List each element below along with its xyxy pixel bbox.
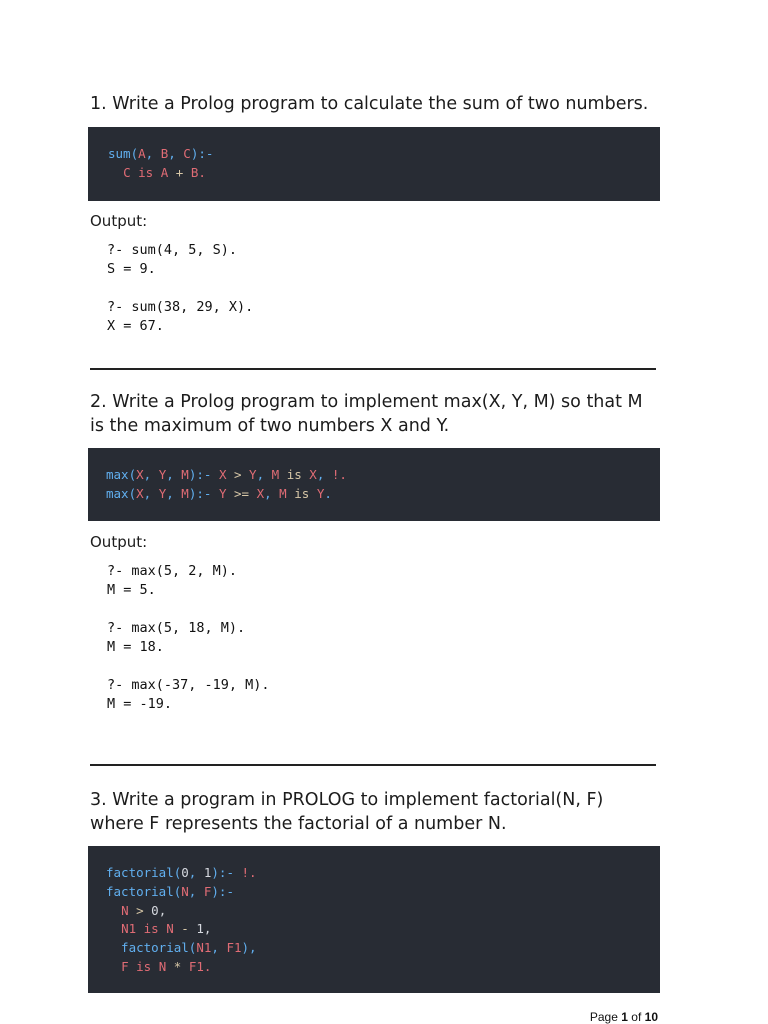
code-token: , (188, 883, 204, 899)
code-token: A (160, 164, 169, 180)
code-token: M (271, 467, 280, 482)
code-token: , (145, 146, 161, 161)
code-token: F (203, 883, 212, 899)
question-2-output (107, 562, 270, 714)
output-line: M = 5. (107, 582, 156, 598)
page-word: Page (589, 1010, 618, 1024)
code-token: 1 (203, 865, 212, 880)
divider-1 (90, 368, 656, 370)
code-token: X (218, 467, 227, 482)
code-token: Y (158, 467, 167, 482)
output-line: ?- sum(38, 29, X). (107, 299, 254, 315)
output-line (107, 657, 270, 676)
code-token: . (203, 958, 212, 974)
question-3-heading-line-2: where F represents the factorial of a number N. (90, 814, 507, 834)
code-token: !. (241, 865, 257, 880)
code-token: 0 (181, 865, 189, 880)
code-token: X (309, 467, 317, 482)
code-token: M (181, 467, 189, 482)
question-1-output-label: Output: (90, 212, 148, 230)
code-token: C (123, 164, 131, 180)
output-line: X = 67. (107, 318, 164, 334)
question-1-code-block (88, 127, 660, 201)
output-line: M = -19. (107, 696, 173, 712)
question-1-output (107, 241, 253, 336)
code-line (106, 883, 660, 902)
code-line (108, 164, 660, 183)
code-token: factorial( (106, 940, 197, 956)
page-footer (590, 1010, 658, 1024)
code-token: X (136, 467, 144, 482)
code-token: !. (331, 467, 347, 482)
code-token: ):- (190, 146, 214, 161)
code-token: ), (241, 940, 257, 956)
code-token: N (158, 958, 167, 974)
output-line (107, 279, 253, 298)
page-total: 10 (644, 1010, 658, 1024)
code-token: . (324, 485, 332, 501)
code-token: max( (106, 485, 137, 501)
question-2-output-label: Output: (90, 533, 148, 551)
code-line (106, 920, 660, 939)
code-token (106, 921, 121, 936)
code-token: A (138, 146, 146, 161)
question-2-heading-line-2: is the maximum of two numbers X and Y. (90, 416, 450, 436)
code-token: ):- (211, 883, 234, 899)
code-token: , (211, 940, 227, 956)
code-line (106, 466, 660, 485)
output-line: ?- max(-37, -19, M). (107, 677, 270, 693)
question-3-heading-line-1: 3. Write a program in PROLOG to implement factorial(N, F) (90, 790, 604, 810)
question-1-heading (90, 92, 660, 116)
code-token (106, 959, 121, 974)
code-token: , (188, 865, 204, 880)
code-token: X (136, 485, 144, 501)
question-3-heading (90, 788, 660, 836)
question-2-code-block (88, 448, 660, 521)
page-number: 1 (621, 1010, 628, 1024)
code-token: F1 (188, 958, 204, 974)
output-line: ?- max(5, 2, M). (107, 563, 238, 579)
code-token: , (316, 467, 332, 482)
code-token: X (256, 485, 265, 501)
code-token: N (181, 883, 189, 899)
code-token: , (203, 921, 212, 937)
code-token: + (168, 164, 191, 180)
code-token: M (181, 485, 189, 501)
question-2-heading-line-1: 2. Write a Prolog program to implement max(X, Y, M) so that M (90, 392, 643, 412)
code-token: N1 (121, 921, 137, 937)
code-token: C (183, 146, 191, 161)
code-token: . (198, 164, 206, 180)
question-3-code-block (88, 846, 660, 993)
code-token: N (121, 902, 129, 918)
code-token: ):- (188, 485, 219, 501)
code-line (106, 958, 660, 977)
code-token: Y (316, 485, 325, 501)
question-1-heading-line: 1. Write a Prolog program to calculate the sum of two numbers. (90, 94, 649, 114)
code-token: is (286, 485, 317, 501)
code-token: M (279, 485, 287, 501)
code-token: is (279, 467, 310, 482)
code-token: F1 (226, 940, 242, 956)
code-token: Y (158, 485, 167, 501)
code-token: , (143, 485, 159, 501)
code-token: Y (218, 485, 227, 501)
code-token: , (166, 485, 182, 501)
code-line (106, 902, 660, 921)
of-word: of (631, 1010, 642, 1024)
code-token: max( (106, 467, 137, 482)
code-token: , (158, 902, 167, 918)
code-token: factorial( (106, 865, 182, 880)
code-token: * (166, 958, 189, 974)
code-token: is (130, 164, 161, 180)
code-token: > (226, 467, 250, 482)
code-line (108, 145, 660, 164)
code-line (106, 485, 660, 504)
code-token: is (128, 958, 159, 974)
code-line (106, 939, 660, 958)
code-token: , (256, 467, 272, 482)
code-token: , (143, 467, 159, 482)
code-token: N (166, 921, 174, 937)
code-token: N1 (196, 940, 212, 956)
code-token: >= (226, 485, 257, 501)
question-2-heading (90, 390, 660, 438)
code-token: ):- (188, 467, 219, 482)
output-line: S = 9. (107, 261, 156, 277)
output-line (107, 600, 270, 619)
code-token: , (166, 467, 182, 482)
code-token: F (121, 958, 129, 974)
code-token: factorial( (106, 883, 182, 899)
code-token: , (264, 485, 280, 501)
output-line: M = 18. (107, 639, 164, 655)
code-token (108, 165, 123, 180)
code-token: B (160, 146, 169, 161)
code-token: sum( (108, 146, 139, 161)
output-line: ?- sum(4, 5, S). (107, 242, 238, 258)
code-token: B (190, 164, 199, 180)
code-token: Y (249, 467, 257, 482)
output-line: ?- max(5, 18, M). (107, 620, 246, 636)
code-token: > (128, 902, 152, 918)
code-token: - (173, 921, 197, 937)
code-token: 1 (196, 921, 204, 937)
code-token: ):- (211, 865, 242, 880)
divider-2 (90, 764, 656, 766)
code-token: is (136, 921, 167, 937)
code-line (106, 864, 660, 883)
code-token: 0 (151, 902, 159, 918)
code-token: , (168, 146, 184, 161)
code-token (106, 903, 121, 918)
